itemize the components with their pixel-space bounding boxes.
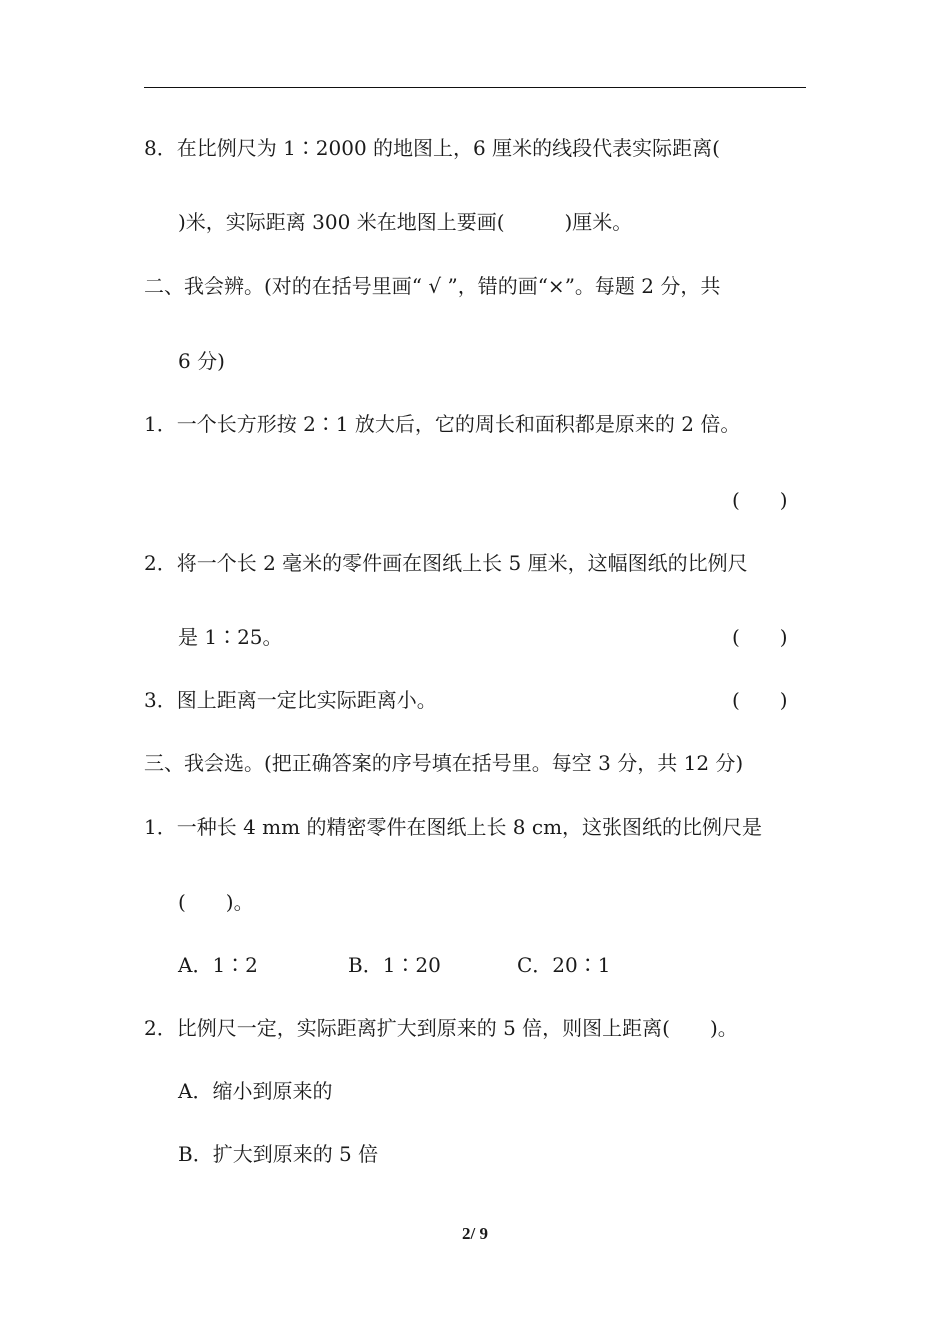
q8-line2: )米，实际距离 300 米在地图上要画( )厘米。 — [178, 210, 633, 234]
header-rule — [144, 87, 806, 88]
page-number: 2/ 9 — [462, 1224, 488, 1243]
s2-q2-answer-paren[interactable]: ( ) — [732, 625, 788, 649]
s2-q1-answer-paren[interactable]: ( ) — [732, 488, 788, 512]
section2-title: 二、我会辨。(对的在括号里画“ √ ”，错的画“×”。每题 2 分，共 — [144, 274, 721, 298]
s2-q2-line2: 是 1∶25。 — [178, 625, 283, 649]
s2-q2-line1: 2．将一个长 2 毫米的零件画在图纸上长 5 厘米，这幅图纸的比例尺 — [144, 551, 748, 575]
s3-q2-option-a: A．缩小到原来的 — [178, 1079, 333, 1103]
s3-q1-line1: 1．一种长 4 mm 的精密零件在图纸上长 8 cm，这张图纸的比例尺是 — [144, 815, 763, 839]
s2-q1-text: 1．一个长方形按 2∶1 放大后，它的周长和面积都是原来的 2 倍。 — [144, 412, 741, 436]
s3-q2-line1: 2．比例尺一定，实际距离扩大到原来的 5 倍，则图上距离( )。 — [144, 1016, 738, 1040]
s3-q1-answer-paren[interactable]: ( )。 — [178, 890, 254, 914]
s3-q1-option-b: B．1∶20 — [348, 953, 441, 977]
s3-q2-option-b: B．扩大到原来的 5 倍 — [178, 1142, 379, 1166]
s3-q1-option-a: A．1∶2 — [178, 953, 258, 977]
s2-q3-text: 3．图上距离一定比实际距离小。 — [144, 688, 437, 712]
section3-title: 三、我会选。(把正确答案的序号填在括号里。每空 3 分，共 12 分) — [144, 751, 744, 775]
q8-line1: 8．在比例尺为 1∶2000 的地图上，6 厘米的线段代表实际距离( — [144, 136, 720, 160]
s2-q3-answer-paren[interactable]: ( ) — [732, 688, 788, 712]
s3-q1-option-c: C．20∶1 — [517, 953, 611, 977]
section2-title-cont: 6 分) — [178, 349, 225, 373]
